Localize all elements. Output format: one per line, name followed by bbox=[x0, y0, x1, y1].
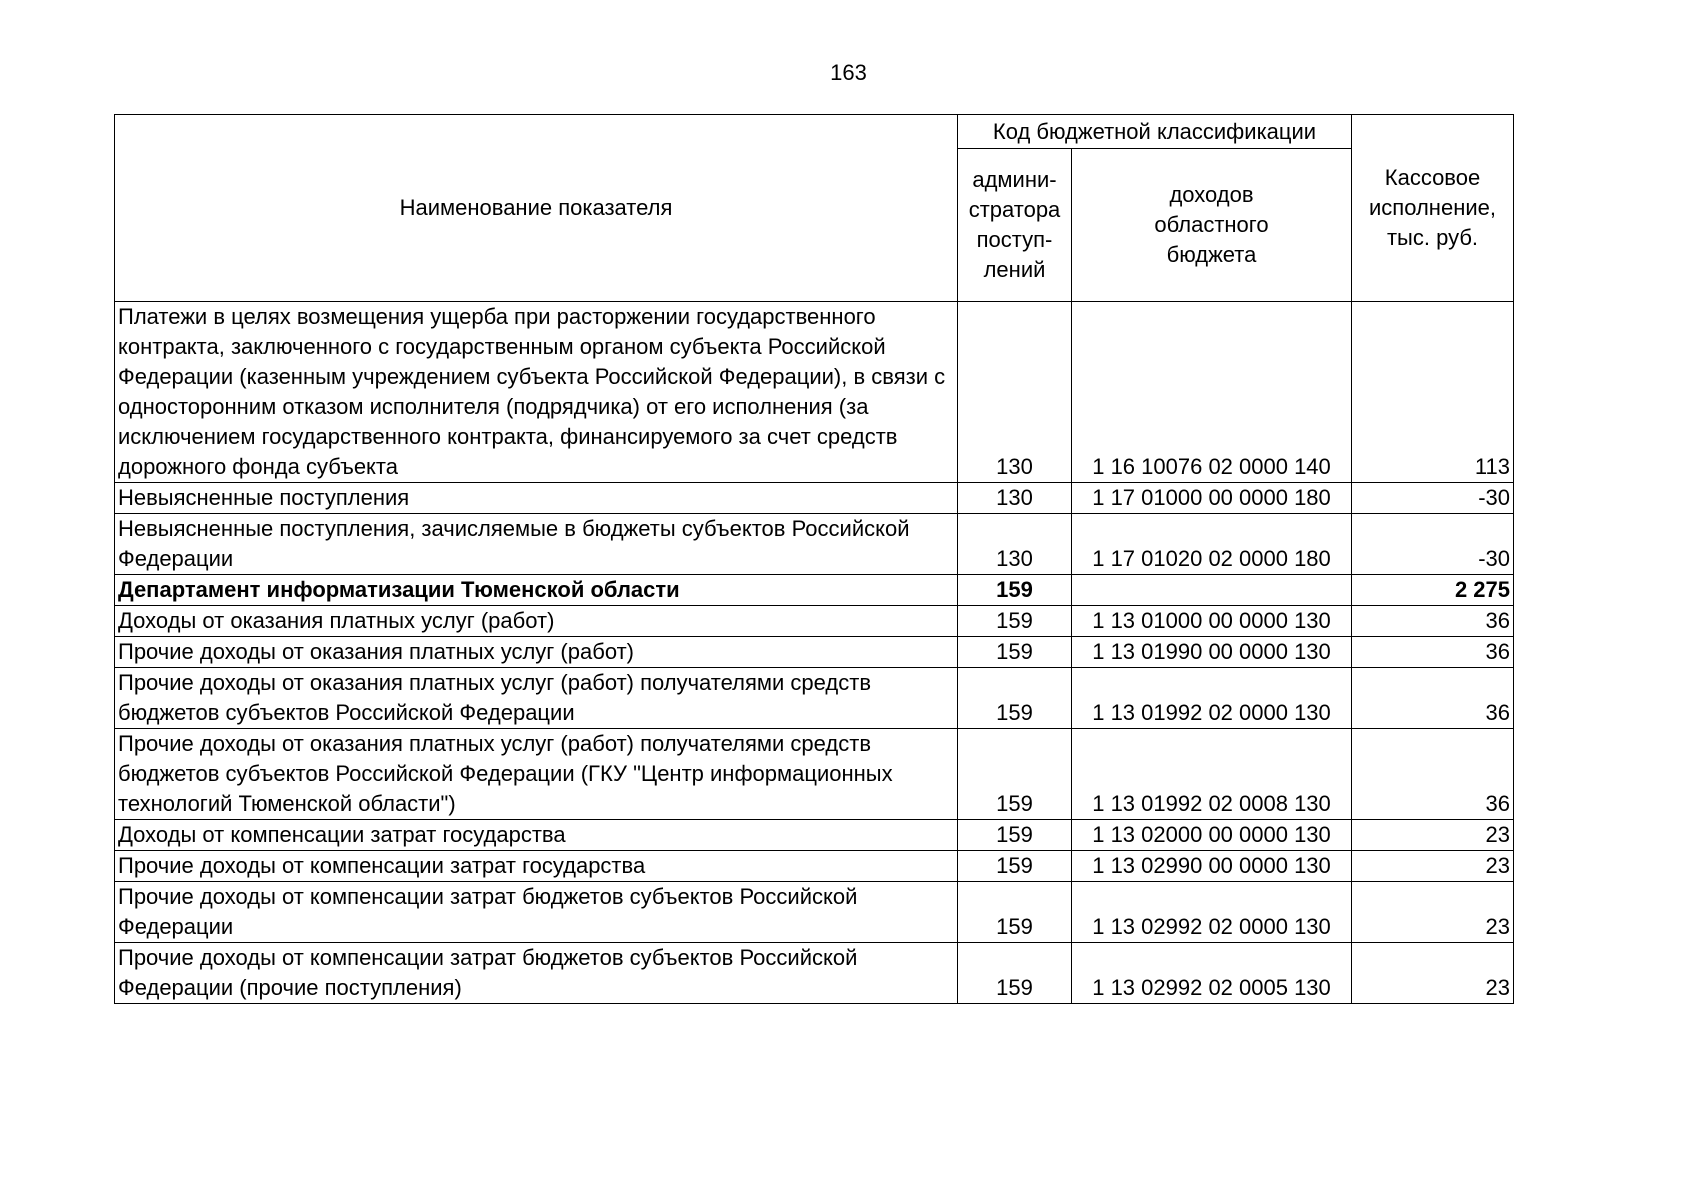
row-indicator-name: Доходы от компенсации затрат государства bbox=[115, 820, 958, 851]
row-indicator-name: Прочие доходы от компенсации затрат бюджетов субъектов Российской Федерации (прочие поступления) bbox=[115, 943, 958, 1004]
header-cash-execution: Кассовое исполнение, тыс. руб. bbox=[1352, 115, 1514, 302]
row-indicator-name: Прочие доходы от оказания платных услуг (работ) получателями средств бюджетов субъектов Российской Федерации bbox=[115, 668, 958, 729]
income-table bbox=[114, 114, 1514, 1004]
row-administrator-code: 159 bbox=[958, 668, 1072, 729]
row-revenue-code: 1 13 02990 00 0000 130 bbox=[1072, 851, 1352, 882]
row-cash-execution-amount: -30 bbox=[1352, 483, 1514, 514]
row-cash-execution-amount: 23 bbox=[1352, 820, 1514, 851]
table-header bbox=[115, 115, 1514, 302]
row-administrator-code: 159 bbox=[958, 575, 1072, 606]
table-row bbox=[115, 514, 1514, 575]
table-row bbox=[115, 483, 1514, 514]
header-indicator-name: Наименование показателя bbox=[115, 115, 958, 302]
row-revenue-code: 1 13 02992 02 0000 130 bbox=[1072, 882, 1352, 943]
row-cash-execution-amount: 23 bbox=[1352, 851, 1514, 882]
row-cash-execution-amount: 23 bbox=[1352, 943, 1514, 1004]
row-revenue-code: 1 13 01992 02 0000 130 bbox=[1072, 668, 1352, 729]
table-row bbox=[115, 575, 1514, 606]
table-row bbox=[115, 729, 1514, 820]
row-indicator-name: Невыясненные поступления, зачисляемые в бюджеты субъектов Российской Федерации bbox=[115, 514, 958, 575]
table-row bbox=[115, 851, 1514, 882]
row-indicator-name: Прочие доходы от оказания платных услуг (работ) получателями средств бюджетов субъектов Российской Федерации (ГКУ "Центр информационных технологий Тюменской области") bbox=[115, 729, 958, 820]
row-indicator-name: Платежи в целях возмещения ущерба при расторжении государственного контракта, заключенного с государственным органом субъекта Российской Федерации (казенным учреждением субъекта Российской Федерации), в связи с односторонним отказом исполнителя (подрядчика) от его исполнения (за исключением государственного контракта, финансируемого за счет средств дорожного фонда субъекта bbox=[115, 302, 958, 483]
row-indicator-name: Прочие доходы от компенсации затрат бюджетов субъектов Российской Федерации bbox=[115, 882, 958, 943]
row-cash-execution-amount: -30 bbox=[1352, 514, 1514, 575]
row-administrator-code: 130 bbox=[958, 302, 1072, 483]
row-revenue-code bbox=[1072, 575, 1352, 606]
header-budget-classification-code: Код бюджетной классификации bbox=[958, 115, 1352, 149]
row-indicator-name: Доходы от оказания платных услуг (работ) bbox=[115, 606, 958, 637]
row-administrator-code: 159 bbox=[958, 637, 1072, 668]
row-administrator-code: 159 bbox=[958, 851, 1072, 882]
row-revenue-code: 1 13 01992 02 0008 130 bbox=[1072, 729, 1352, 820]
row-administrator-code: 159 bbox=[958, 820, 1072, 851]
table-row bbox=[115, 943, 1514, 1004]
row-revenue-code: 1 17 01020 02 0000 180 bbox=[1072, 514, 1352, 575]
row-revenue-code: 1 13 02000 00 0000 130 bbox=[1072, 820, 1352, 851]
row-administrator-code: 159 bbox=[958, 943, 1072, 1004]
table-row bbox=[115, 820, 1514, 851]
row-cash-execution-amount: 36 bbox=[1352, 637, 1514, 668]
row-indicator-name: Невыясненные поступления bbox=[115, 483, 958, 514]
row-administrator-code: 159 bbox=[958, 606, 1072, 637]
row-cash-execution-amount: 2 275 bbox=[1352, 575, 1514, 606]
row-indicator-name: Прочие доходы от оказания платных услуг (работ) bbox=[115, 637, 958, 668]
header-regional-budget-revenue-code: доходов областного бюджета bbox=[1072, 149, 1352, 302]
row-cash-execution-amount: 113 bbox=[1352, 302, 1514, 483]
row-revenue-code: 1 16 10076 02 0000 140 bbox=[1072, 302, 1352, 483]
row-administrator-code: 130 bbox=[958, 514, 1072, 575]
row-cash-execution-amount: 36 bbox=[1352, 668, 1514, 729]
row-cash-execution-amount: 36 bbox=[1352, 606, 1514, 637]
table-row bbox=[115, 882, 1514, 943]
page-number: 163 bbox=[830, 60, 867, 85]
table-row bbox=[115, 668, 1514, 729]
table-row bbox=[115, 302, 1514, 483]
row-indicator-name: Прочие доходы от компенсации затрат государства bbox=[115, 851, 958, 882]
row-administrator-code: 159 bbox=[958, 882, 1072, 943]
header-revenue-administrator: админи- стратора поступ- лений bbox=[958, 149, 1072, 302]
row-revenue-code: 1 13 02992 02 0005 130 bbox=[1072, 943, 1352, 1004]
table-row bbox=[115, 637, 1514, 668]
row-cash-execution-amount: 23 bbox=[1352, 882, 1514, 943]
table-body bbox=[115, 302, 1514, 1004]
table-row bbox=[115, 606, 1514, 637]
row-revenue-code: 1 17 01000 00 0000 180 bbox=[1072, 483, 1352, 514]
row-administrator-code: 159 bbox=[958, 729, 1072, 820]
row-revenue-code: 1 13 01000 00 0000 130 bbox=[1072, 606, 1352, 637]
row-revenue-code: 1 13 01990 00 0000 130 bbox=[1072, 637, 1352, 668]
row-administrator-code: 130 bbox=[958, 483, 1072, 514]
row-indicator-name: Департамент информатизации Тюменской области bbox=[115, 575, 958, 606]
row-cash-execution-amount: 36 bbox=[1352, 729, 1514, 820]
